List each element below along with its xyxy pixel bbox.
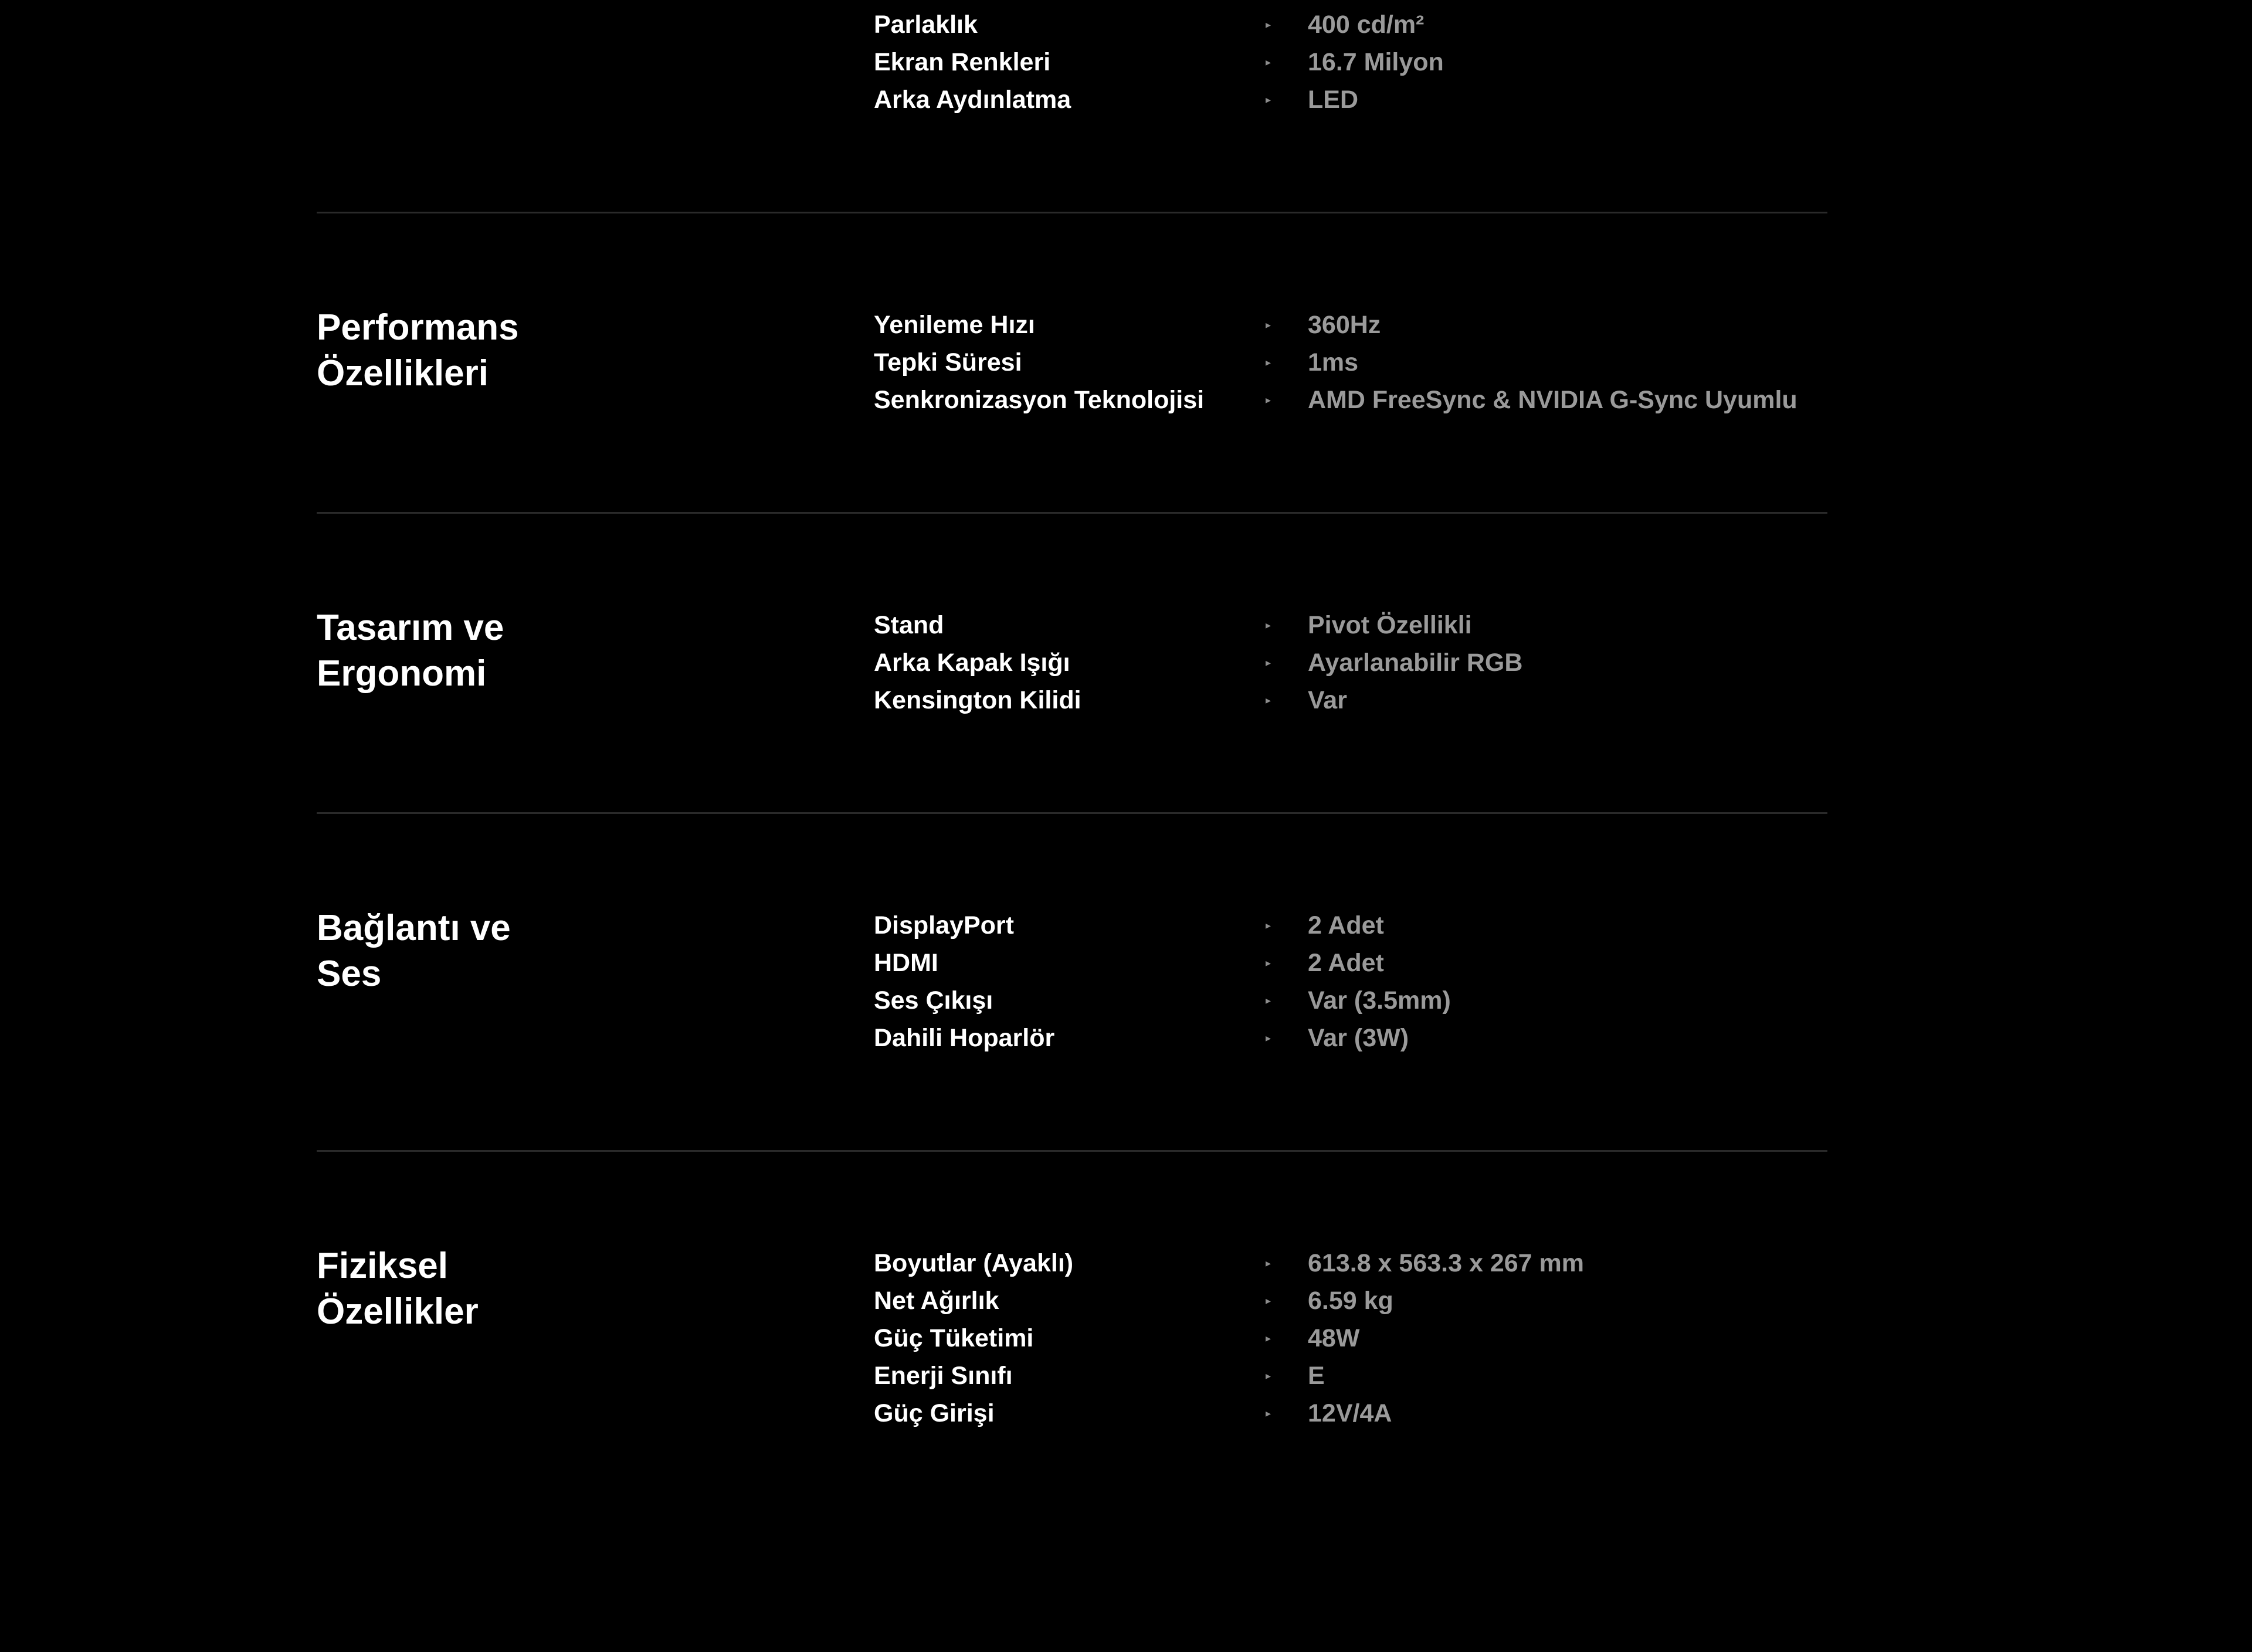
spec-label: DisplayPort xyxy=(874,911,1014,939)
triangle-right-icon: ▸ xyxy=(1266,1032,1271,1044)
triangle-right-icon: ▸ xyxy=(1266,19,1271,30)
spec-label: Dahili Hoparlör xyxy=(874,1024,1055,1052)
spec-row-displayport xyxy=(874,907,1841,944)
triangle-right-icon: ▸ xyxy=(1266,357,1271,368)
spec-row-speaker xyxy=(874,1019,1841,1057)
section-title-physical: Fiziksel Özellikler xyxy=(317,1246,479,1332)
spec-value: 613.8 x 563.3 x 267 mm xyxy=(1308,1249,1584,1277)
spec-label: Arka Aydınlatma xyxy=(874,86,1071,114)
spec-label: Net Ağırlık xyxy=(874,1287,999,1315)
triangle-right-icon: ▸ xyxy=(1266,319,1271,331)
spec-label: Ses Çıkışı xyxy=(874,986,993,1015)
spec-label: Tepki Süresi xyxy=(874,348,1022,376)
spec-value: Pivot Özellikli xyxy=(1308,611,1472,639)
triangle-right-icon: ▸ xyxy=(1266,957,1271,969)
spec-row-energy-class xyxy=(874,1357,1841,1395)
spec-label: Yenileme Hızı xyxy=(874,311,1035,339)
triangle-right-icon: ▸ xyxy=(1266,56,1271,68)
spec-row-kensington xyxy=(874,681,1841,719)
spec-value: 360Hz xyxy=(1308,311,1381,339)
triangle-right-icon: ▸ xyxy=(1266,1332,1271,1344)
section-divider xyxy=(317,212,1827,213)
spec-label: Arka Kapak Işığı xyxy=(874,649,1070,677)
spec-value: LED xyxy=(1308,86,1358,114)
spec-value: Var (3W) xyxy=(1308,1024,1409,1052)
spec-label: Stand xyxy=(874,611,944,639)
spec-row-backlight xyxy=(874,81,1841,118)
spec-value: Var xyxy=(1308,686,1347,714)
spec-label: Ekran Renkleri xyxy=(874,48,1051,76)
spec-label: Kensington Kilidi xyxy=(874,686,1081,714)
spec-value: Ayarlanabilir RGB xyxy=(1308,649,1523,677)
spec-row-dimensions xyxy=(874,1244,1841,1282)
spec-value: Var (3.5mm) xyxy=(1308,986,1451,1015)
section-title-performance: Performans Özellikleri xyxy=(317,307,519,394)
triangle-right-icon: ▸ xyxy=(1266,1295,1271,1307)
spec-row-back-light xyxy=(874,644,1841,681)
spec-row-stand xyxy=(874,606,1841,644)
spec-label: HDMI xyxy=(874,949,938,977)
spec-value: 12V/4A xyxy=(1308,1399,1392,1427)
triangle-right-icon: ▸ xyxy=(1266,694,1271,706)
spec-value: 6.59 kg xyxy=(1308,1287,1393,1315)
section-divider xyxy=(317,512,1827,514)
triangle-right-icon: ▸ xyxy=(1266,1257,1271,1269)
spec-value: 2 Adet xyxy=(1308,949,1384,977)
triangle-right-icon: ▸ xyxy=(1266,920,1271,931)
section-title-connectivity: Bağlantı ve Ses xyxy=(317,908,511,994)
spec-label: Senkronizasyon Teknolojisi xyxy=(874,386,1205,414)
spec-row-screen-colors xyxy=(874,43,1841,81)
spec-row-response-time xyxy=(874,344,1841,381)
spec-row-refresh-rate xyxy=(874,306,1841,344)
spec-row-audio-out xyxy=(874,982,1841,1019)
section-title-design: Tasarım ve Ergonomi xyxy=(317,608,504,694)
triangle-right-icon: ▸ xyxy=(1266,1370,1271,1382)
triangle-right-icon: ▸ xyxy=(1266,94,1271,106)
spec-value: 48W xyxy=(1308,1324,1360,1352)
triangle-right-icon: ▸ xyxy=(1266,619,1271,631)
spec-label: Enerji Sınıfı xyxy=(874,1362,1013,1390)
spec-row-net-weight xyxy=(874,1282,1841,1319)
spec-row-brightness xyxy=(874,6,1841,43)
spec-value: 16.7 Milyon xyxy=(1308,48,1444,76)
spec-label: Parlaklık xyxy=(874,11,978,39)
spec-value: AMD FreeSync & NVIDIA G-Sync Uyumlu xyxy=(1308,386,1797,414)
spec-label: Güç Tüketimi xyxy=(874,1324,1034,1352)
spec-row-hdmi xyxy=(874,944,1841,982)
spec-row-power-input xyxy=(874,1395,1841,1432)
spec-value: 2 Adet xyxy=(1308,911,1384,939)
triangle-right-icon: ▸ xyxy=(1266,394,1271,406)
spec-row-power-consumption xyxy=(874,1319,1841,1357)
section-divider xyxy=(317,1150,1827,1152)
spec-label: Boyutlar (Ayaklı) xyxy=(874,1249,1074,1277)
spec-value: E xyxy=(1308,1362,1325,1390)
triangle-right-icon: ▸ xyxy=(1266,1407,1271,1419)
spec-row-sync-technology xyxy=(874,381,1841,419)
spec-value: 1ms xyxy=(1308,348,1359,376)
spec-label: Güç Girişi xyxy=(874,1399,995,1427)
spec-value: 400 cd/m² xyxy=(1308,11,1425,39)
triangle-right-icon: ▸ xyxy=(1266,657,1271,669)
section-divider xyxy=(317,812,1827,814)
triangle-right-icon: ▸ xyxy=(1266,995,1271,1006)
